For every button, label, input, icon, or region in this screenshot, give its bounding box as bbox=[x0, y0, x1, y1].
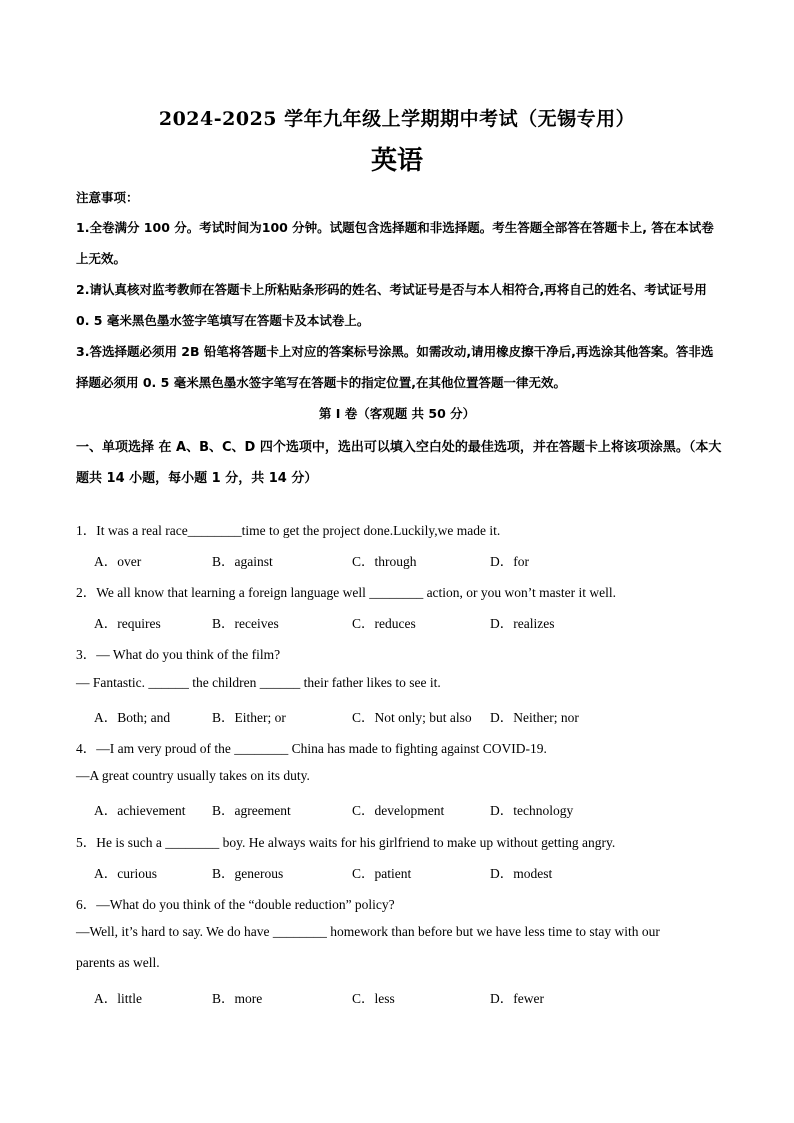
option-a: A．over bbox=[94, 554, 142, 569]
question-options bbox=[94, 612, 754, 630]
option-a: A．curious bbox=[94, 866, 157, 881]
notice-item: 1.全卷满分 100 分。考试时间为100 分钟。试题包含选择题和非选择题。考生答题全部答在答题卡上, 答在本试卷上无效。 bbox=[76, 220, 714, 266]
question-options bbox=[94, 706, 754, 724]
option-c: C．Not only; but also bbox=[352, 710, 472, 725]
part-heading: 一、单项选择 在 A、B、C、D 四个选项中，选出可以填入空白处的最佳选项，并在答题卡上将该项涂黑。（本大题共 14 小题，每小题 1 分，共 14 分） bbox=[76, 440, 722, 486]
question-options bbox=[94, 799, 754, 817]
option-b: B．receives bbox=[212, 616, 279, 631]
question-stem: 5．He is such a ________ boy. He always waits for his girlfriend to make up without getting angry. bbox=[76, 835, 616, 850]
option-b: B．generous bbox=[212, 866, 284, 881]
question-stem: 4．—I am very proud of the ________ China has made to fighting against COVID-19. bbox=[76, 741, 547, 756]
option-d: D．modest bbox=[490, 866, 553, 881]
question-options bbox=[94, 987, 754, 1005]
question-options bbox=[94, 862, 754, 880]
option-a: A．achievement bbox=[94, 803, 186, 818]
option-d: D．technology bbox=[490, 803, 574, 818]
question-stem: 1．It was a real race________time to get the project done.Luckily,we made it. bbox=[76, 523, 501, 538]
option-c: C．patient bbox=[352, 866, 412, 881]
question-stem-line: —A great country usually takes on its duty. bbox=[76, 768, 310, 783]
option-d: D．for bbox=[490, 554, 529, 569]
question-stem-line: parents as well. bbox=[76, 955, 160, 970]
notice-heading: 注意事项： bbox=[76, 190, 139, 205]
option-c: C．less bbox=[352, 991, 395, 1006]
option-d: D．fewer bbox=[490, 991, 544, 1006]
option-c: C．development bbox=[352, 803, 445, 818]
option-c: C．through bbox=[352, 554, 417, 569]
option-b: B．against bbox=[212, 554, 273, 569]
option-a: A．little bbox=[94, 991, 142, 1006]
option-d: D．Neither; nor bbox=[490, 710, 579, 725]
subject-title: 英语 bbox=[370, 146, 423, 176]
exam-title: 2024-2025 学年九年级上学期期中考试（无锡专用） bbox=[158, 108, 636, 130]
question-stem-line: —Well, it’s hard to say. We do have ________ homework than before but we have less time to stay with our bbox=[76, 924, 660, 939]
option-a: A．requires bbox=[94, 616, 161, 631]
question-stem: 2．We all know that learning a foreign language well ________ action, or you won’t master it well. bbox=[76, 585, 617, 600]
question-options bbox=[94, 550, 754, 568]
option-b: B．more bbox=[212, 991, 263, 1006]
section-title: 第 I 卷（客观题 共 50 分） bbox=[318, 406, 476, 421]
question-stem: 3．— What do you think of the film? bbox=[76, 647, 281, 662]
notice-item: 3.答选择题必须用 2B 铅笔将答题卡上对应的答案标号涂黑。如需改动,请用橡皮擦干净后,再选涂其他答案。答非选择题必须用 0. 5 毫米黑色墨水签字笔写在答题卡的指定位置,在其他位置答题一律无效。 bbox=[76, 344, 714, 390]
option-d: D．realizes bbox=[490, 616, 555, 631]
question-stem: 6．—What do you think of the “double reduction” policy? bbox=[76, 897, 395, 912]
option-a: A．Both; and bbox=[94, 710, 171, 725]
notice-item: 2.请认真核对监考教师在答题卡上所粘贴条形码的姓名、考试证号是否与本人相符合,再将自己的姓名、考试证号用 0. 5 毫米黑色墨水签字笔填写在答题卡及本试卷上。 bbox=[76, 282, 707, 328]
question-stem-line: — Fantastic. ______ the children ______ their father likes to see it. bbox=[76, 675, 441, 690]
option-c: C．reduces bbox=[352, 616, 416, 631]
option-b: B．agreement bbox=[212, 803, 291, 818]
option-b: B．Either; or bbox=[212, 710, 286, 725]
